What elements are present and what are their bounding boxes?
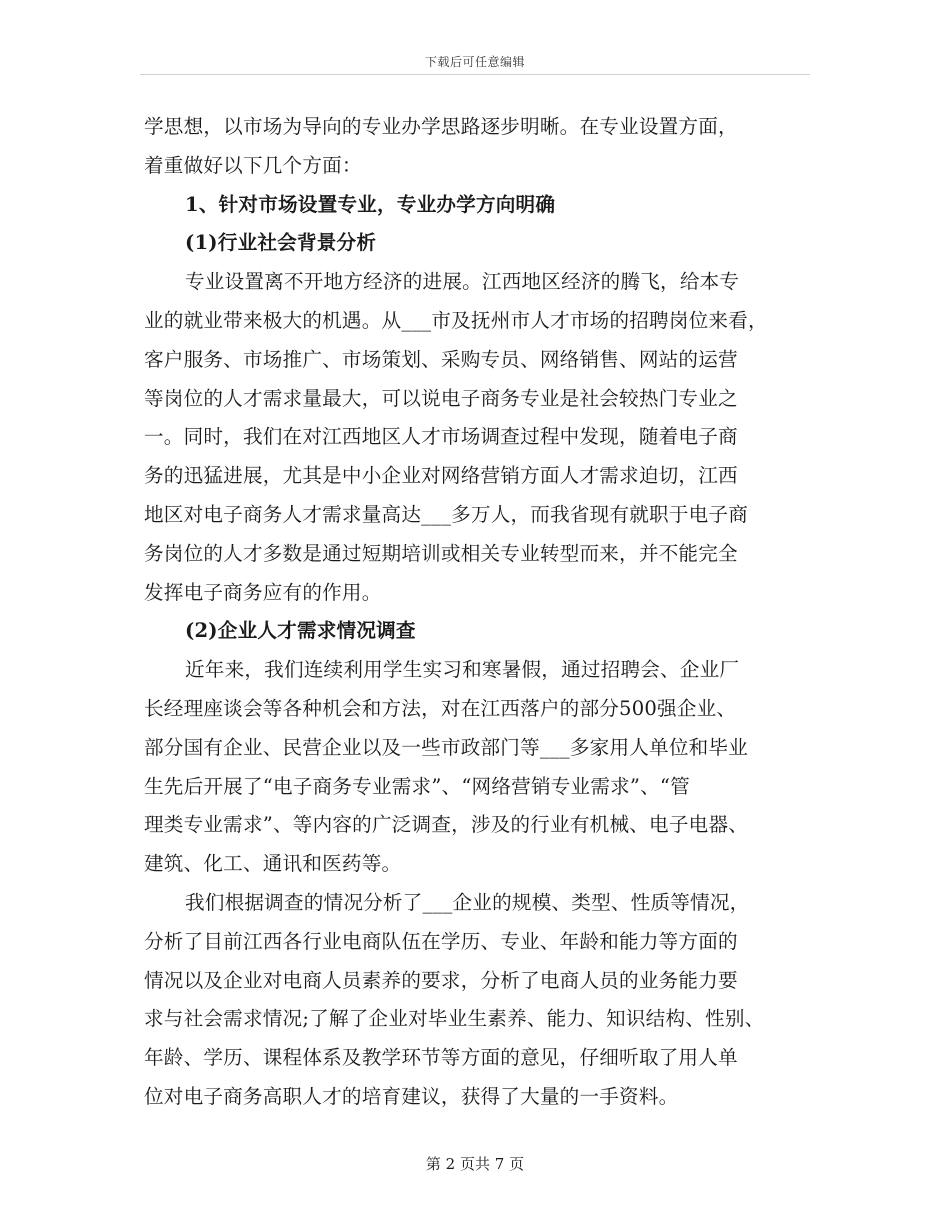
- body-text-line: 建筑、化工、通讯和医药等。: [144, 852, 402, 876]
- body-text-line: 业的就业带来极大的机遇。从___市及抚州市人才市场的招聘岗位来看，: [144, 308, 768, 332]
- body-text-line: 生先后开展了“电子商务专业需求”、“网络营销专业需求”、“管: [144, 774, 690, 798]
- page-header: 下载后可任意编辑: [424, 55, 525, 69]
- body-text-line: 求与社会需求情况;了解了企业对毕业生素养、能力、知识结构、性别、: [144, 1007, 765, 1031]
- section-heading: 1、针对市场设置专业，专业办学方向明确: [185, 192, 556, 216]
- body-text-line: 专业设置离不开地方经济的进展。江西地区经济的腾飞，给本专: [185, 270, 740, 294]
- body-text-line: 我们根据调查的情况分析了___企业的规模、类型、性质等情况，: [185, 890, 750, 914]
- body-text-line: 分析了目前江西各行业电商队伍在学历、专业、年龄和能力等方面的: [144, 929, 738, 953]
- body-text-line: 长经理座谈会等各种机会和方法，对在江西落户的部分500强企业、: [144, 696, 737, 720]
- body-text-line: 客户服务、市场推广、市场策划、采购专员、网络销售、网站的运营: [144, 347, 738, 371]
- body-text-line: 地区对电子商务人才需求量高达___多万人，而我省现有就职于电子商: [144, 502, 749, 526]
- page-number: 第 2 页共 7 页: [425, 1155, 525, 1173]
- body-text-line: 等岗位的人才需求量最大，可以说电子商务专业是社会较热门专业之: [144, 386, 738, 410]
- section-heading: (1)行业社会背景分析: [185, 231, 377, 255]
- body-text-line: 学思想，以市场为导向的专业办学思路逐步明晰。在专业设置方面，: [144, 115, 738, 138]
- body-text-line: 近年来，我们连续利用学生实习和寒暑假，通过招聘会、企业厂: [185, 658, 740, 682]
- body-text-line: 部分国有企业、民营企业以及一些市政部门等___多家用人单位和毕业: [144, 735, 749, 759]
- body-text-line: 着重做好以下几个方面：: [144, 153, 362, 177]
- section-heading: (2)企业人才需求情况调查: [185, 619, 416, 643]
- body-text-line: 情况以及企业对电商人员素养的要求，分析了电商人员的业务能力要: [144, 968, 738, 992]
- body-text-line: 年龄、学历、课程体系及教学环节等方面的意见，仔细听取了用人单: [144, 1046, 738, 1070]
- body-text-line: 务的迅猛进展，尤其是中小企业对网络营销方面人才需求迫切，江西: [144, 464, 738, 488]
- document-body: [144, 108, 824, 1117]
- body-text-line: 一。同时，我们在对江西地区人才市场调查过程中发现，随着电子商: [144, 425, 738, 449]
- body-text-line: 发挥电子商务应有的作用。: [144, 580, 382, 604]
- header-divider: [140, 74, 810, 75]
- body-text-line: 位对电子商务高职人才的培育建议，获得了大量的一手资料。: [144, 1084, 679, 1108]
- body-text-line: 务岗位的人才多数是通过短期培训或相关专业转型而来，并不能完全: [144, 541, 738, 565]
- body-text-line: 理类专业需求”、等内容的广泛调查，涉及的行业有机械、电子电器、: [144, 813, 749, 837]
